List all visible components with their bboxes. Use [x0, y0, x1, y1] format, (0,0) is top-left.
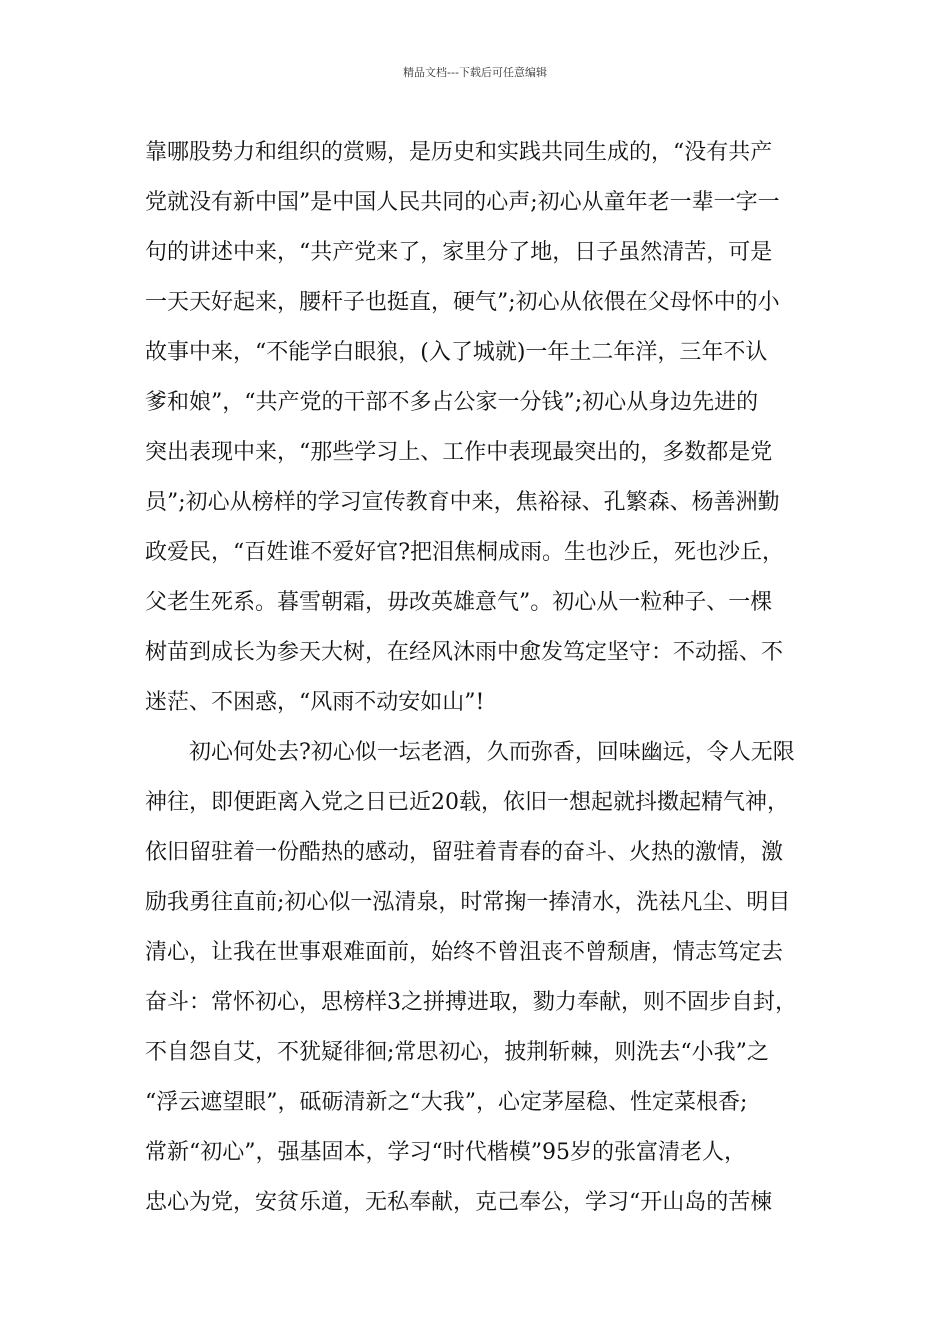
- body-text: [145, 128, 815, 1228]
- text-line: 忠心为党，安贫乐道，无私奉献，克己奉公，学习“开山岛的苦楝: [145, 1190, 773, 1215]
- text-line: 清心，让我在世事艰难面前，始终不曾沮丧不曾颓唐，情志笃定去: [145, 940, 784, 965]
- text-line: 靠哪股势力和组织的赏赐，是历史和实践共同生成的，“没有共产: [145, 140, 773, 165]
- text-line: 政爱民，“百姓谁不爱好官?把泪焦桐成雨。生也沙丘，死也沙丘，: [145, 540, 785, 565]
- text-line: 党就没有新中国”是中国人民共同的心声;初心从童年老一辈一字一: [145, 190, 780, 215]
- paragraph-2: [145, 728, 815, 1228]
- text-line: 不自怨自艾，不犹疑徘徊;常思初心，披荆斩棘，则洗去“小我”之: [145, 1040, 769, 1065]
- text-line: 树苗到成长为参天大树，在经风沐雨中愈发笃定坚守：不动摇、不: [145, 640, 784, 665]
- paragraph-1: [145, 128, 815, 728]
- text-line: 奋斗：常怀初心，思榜样3之拼搏进取，勠力奉献，则不固步自封，: [145, 990, 797, 1015]
- text-line: 依旧留驻着一份酷热的感动，留驻着青春的奋斗、火热的激情，激: [145, 840, 784, 865]
- text-line: “浮云遮望眼”，砥砺清新之“大我”，心定茅屋稳、性定菜根香;: [145, 1090, 748, 1115]
- text-line: 初心何处去?初心似一坛老酒，久而弥香，回味幽远，令人无限: [189, 740, 795, 765]
- page-header: 精品文档---下载后可任意编辑: [403, 66, 547, 79]
- text-line: 神往，即便距离入党之日已近20载，依旧一想起就抖擞起精气神，: [145, 790, 789, 815]
- text-line: 故事中来，“不能学白眼狼，(入了城就)一年土二年洋，三年不认: [145, 340, 768, 365]
- text-line: 突出表现中来，“那些学习上、工作中表现最突出的，多数都是党: [145, 440, 773, 465]
- text-line: 句的讲述中来，“共产党来了，家里分了地，日子虽然清苦，可是: [145, 240, 773, 265]
- text-line: 员”;初心从榜样的学习宣传教育中来，焦裕禄、孔繁森、杨善洲勤: [145, 490, 780, 515]
- text-line: 爹和娘”，“共产党的干部不多占公家一分钱”;初心从身边先进的: [145, 390, 759, 415]
- text-line: 励我勇往直前;初心似一泓清泉，时常掬一捧清水，洗祛凡尘、明目: [145, 890, 791, 915]
- text-line: 父老生死系。暮雪朝霜，毋改英雄意气”。初心从一粒种子、一棵: [145, 590, 773, 615]
- text-line: 一天天好起来，腰杆子也挺直，硬气”;初心从依偎在父母怀中的小: [145, 290, 780, 315]
- text-line: 迷茫、不困惑，“风雨不动安如山”!: [145, 690, 485, 715]
- text-line: 常新“初心”，强基固本，学习“时代楷模”95岁的张富清老人，: [145, 1140, 746, 1165]
